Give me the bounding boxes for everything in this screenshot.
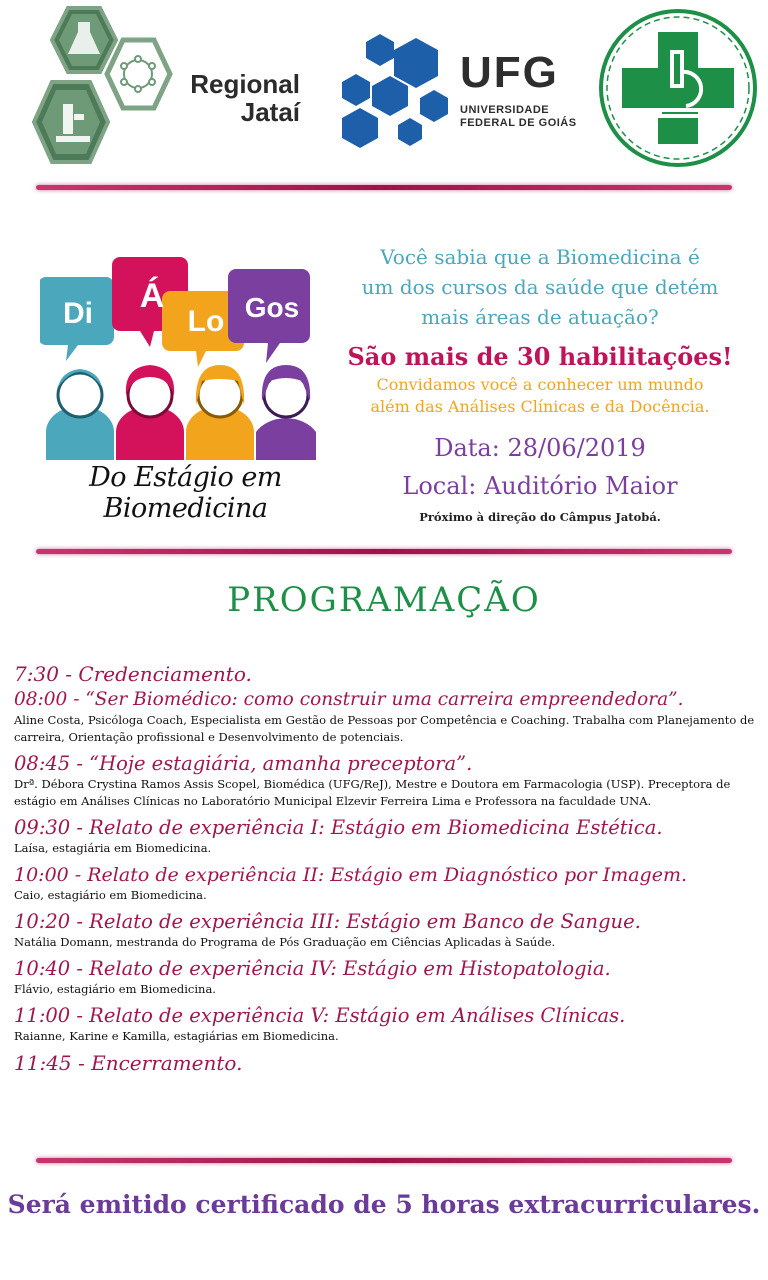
schedule-item-title: 7:30 - Credenciamento. xyxy=(14,662,252,686)
schedule-item-desc: Raianne, Karine e Kamilla, estagiárias em Biomedicina. xyxy=(14,1029,339,1043)
dialogos-logo xyxy=(40,255,320,460)
biomedicine-seal xyxy=(596,6,760,170)
schedule-item xyxy=(14,752,759,810)
schedule-item xyxy=(14,863,759,904)
ufg-subtitle: UNIVERSIDADE FEDERAL DE GOIÁS xyxy=(460,104,577,129)
schedule-item-desc: Natália Domann, mestranda do Programa de Pós Graduação em Ciências Aplicadas à Saúde. xyxy=(14,935,556,949)
schedule-item xyxy=(14,1004,759,1045)
regional-jatai-logo xyxy=(8,4,173,166)
divider-middle xyxy=(36,549,732,554)
certificate-note: Será emitido certificado de 5 horas extracurriculares. xyxy=(7,1190,761,1219)
divider-bottom xyxy=(36,1158,732,1163)
schedule-item-title: 11:45 - Encerramento. xyxy=(14,1051,243,1075)
bubble-gos: Gos xyxy=(244,292,300,323)
schedule-item-title: 10:20 - Relato de experiência III: Estágio em Banco de Sangue. xyxy=(14,910,641,933)
schedule-item-title: 08:45 - “Hoje estagiária, amanha preceptora”. xyxy=(14,752,473,775)
schedule-item-desc: Aline Costa, Psicóloga Coach, Especialista em Gestão de Pessoas por Competência e Coaching. Trabalha com Planejamento de carreira, Orientação profissional e Desenvolvimento de potenciais. xyxy=(14,713,755,744)
schedule-item xyxy=(14,957,759,998)
schedule-item-desc: Drª. Débora Crystina Ramos Assis Scopel, Biomédica (UFG/ReJ), Mestre e Doutora em Farmacologia (USP). Preceptora de estágio em Análises Clínicas no Laboratório Municipal Elzevir Ferreira Lima e Professora na faculdade UNA. xyxy=(14,777,731,808)
schedule-item-desc: Laísa, estagiária em Biomedicina. xyxy=(14,841,212,855)
schedule-item-title: 10:00 - Relato de experiência II: Estágio em Diagnóstico por Imagem. xyxy=(14,864,688,886)
event-logo-subtitle: Do Estágio em Biomedicina xyxy=(89,462,282,524)
ufg-logo-hexagons xyxy=(330,30,455,155)
programacao-title: PROGRAMAÇÃO xyxy=(227,580,541,620)
schedule-item xyxy=(14,910,759,951)
regional-jatai-text: Regional Jataí xyxy=(190,69,300,127)
bubble-lo: Lo xyxy=(187,305,225,338)
location-note: Próximo à direção do Câmpus Jatobá. xyxy=(419,510,661,524)
schedule-item-title: 11:00 - Relato de experiência V: Estágio em Análises Clínicas. xyxy=(14,1004,626,1027)
schedule-item-desc: Flávio, estagiário em Biomedicina. xyxy=(14,982,216,996)
schedule-item xyxy=(14,688,759,746)
invite-text: Convidamos você a conhecer um mundo além das Análises Clínicas e da Docência. xyxy=(370,375,710,416)
event-date: Data: 28/06/2019 xyxy=(434,434,646,462)
schedule-item xyxy=(14,662,759,686)
ufg-wordmark: UFG xyxy=(460,48,559,97)
intro-question: Você sabia que a Biomedicina é um dos cursos da saúde que detém mais áreas de atuação? xyxy=(361,245,719,329)
habilitacoes-headline: São mais de 30 habilitações! xyxy=(347,342,733,371)
schedule-item-desc: Caio, estagiário em Biomedicina. xyxy=(14,888,207,902)
schedule-item-title: 10:40 - Relato de experiência IV: Estágio em Histopatologia. xyxy=(14,957,611,980)
schedule-item-title: 09:30 - Relato de experiência I: Estágio em Biomedicina Estética. xyxy=(14,816,663,839)
schedule-list xyxy=(14,662,759,1075)
schedule-item xyxy=(14,1051,759,1075)
bubble-di: Di xyxy=(63,297,93,330)
event-location: Local: Auditório Maior xyxy=(402,472,678,500)
bubble-a: Á xyxy=(139,277,165,315)
schedule-item xyxy=(14,816,759,857)
schedule-item-title: 08:00 - “Ser Biomédico: como construir uma carreira empreendedora”. xyxy=(14,689,684,710)
divider-top xyxy=(36,185,732,190)
